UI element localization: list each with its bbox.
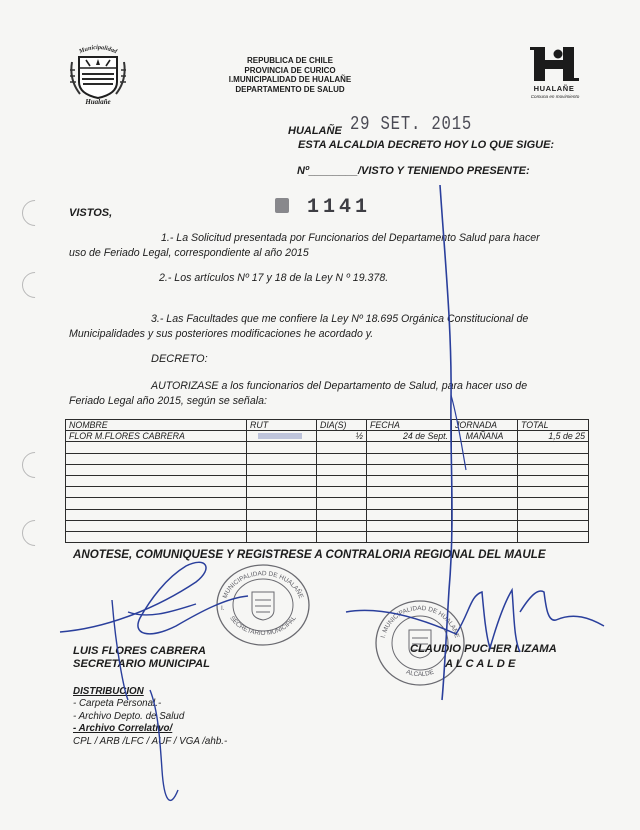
signature-mayor [346,590,604,652]
seal-ring-bottom-text: SECRETARIO MUNICIPAL [228,615,298,637]
closing-statement: ANOTESE, COMUNIQUESE Y REGISTRESE A CONTRALORIA REGIONAL DEL MAULE [73,548,546,561]
number-prefix: Nº [297,165,309,177]
signature-secretary [60,562,248,634]
number-blank: ________ [308,165,358,177]
seal-side-text: I. [221,605,225,612]
cell-total: 1,5 de 25 [518,431,589,442]
seal-ring-top-text: I. MUNICIPALIDAD DE HUALAÑE [379,604,461,639]
cell-jornada: MAÑANA [452,431,518,442]
column-header: TOTAL [518,420,589,431]
paragraph-line: 1.- La Solicitud presentada por Funcionarios del Departamento Salud para hacer [161,232,540,244]
column-header: NOMBRE [66,420,247,431]
authorization-line: AUTORIZASE a los funcionarios del Departamento de Salud, para hacer uso de [151,380,528,392]
distribution-initials: CPL / ARB /LFC / AUF / VGA /ahb.- [73,735,228,747]
column-header: JORNADA [452,420,518,431]
seal-ring-bottom-text: ALCALDE [405,668,435,679]
pen-stroke-icon [112,600,196,700]
paragraph-line: 3.- Las Facultades que me confiere la Ley Nº 18.695 Orgánica Constitucional de [151,313,529,325]
decree-statement: ESTA ALCALDIA DECRETO HOY LO QUE SIGUE: [298,139,555,151]
decree-number-stamp: 1141 [307,196,372,219]
paragraph-line: Municipalidades y sus posteriores modificaciones he acordado y. [69,327,374,340]
paragraph-line: 2.- Los artículos Nº 17 y 18 de la Ley N º 19.378. [159,272,389,284]
vistos-label: VISTOS, [69,207,113,219]
authorization-line: Feriado Legal año 2015, según se señala: [69,394,267,407]
decreto-label: DECRETO: [151,353,208,365]
distribution-heading: DISTRIBUCION [73,686,144,697]
distribution-item: - Carpeta Personal.- [73,698,162,710]
hualane-logo-tagline: Comuna en movimiento [530,94,580,99]
pen-stroke-icon [150,690,178,800]
hualane-logo-name: HUALAÑE [533,84,575,93]
column-header: DIA(S) [317,420,367,431]
paragraph-line: uso de Feriado Legal, correspondiente al año 2015 [69,246,309,259]
header-line: DEPARTAMENTO DE SALUD [235,84,345,94]
column-header: RUT [247,420,317,431]
crest-bottom-text: Hualañe [85,98,111,106]
pen-stroke-icon [451,395,466,470]
cell-dias: ½ [317,431,367,442]
seal-ring-top-text: MUNICIPALIDAD DE HUALAÑE [221,570,305,600]
mayor-title: A L C A L D E [445,658,516,670]
crest-top-text: Municipalidad [78,43,119,56]
secretary-title: SECRETARIO MUNICIPAL [73,658,210,670]
distribution-item: - Archivo Depto. de Salud [73,710,185,722]
header-line: REPUBLICA DE CHILE [247,56,333,65]
mayor-name: CLAUDIO PUCHER LIZAMA [410,643,557,655]
header-line: I.MUNICIPALIDAD DE HUALAÑE [228,75,352,85]
distribution-item: - Archivo Correlativo/ [73,723,173,735]
header-line: PROVINCIA DE CURICO [244,65,336,75]
place-label: HUALAÑE [288,125,342,137]
cell-fecha: 24 de Sept. [367,431,452,442]
cell-nombre: FLOR M.FLORES CABRERA [66,431,247,442]
date-stamp: 29 SET. 2015 [350,113,473,135]
secretary-name: LUIS FLORES CABRERA [73,645,207,657]
pen-stroke-icon [440,185,452,700]
column-header: FECHA [367,420,452,431]
visto-text: /VISTO Y TENIENDO PRESENTE: [357,165,530,177]
